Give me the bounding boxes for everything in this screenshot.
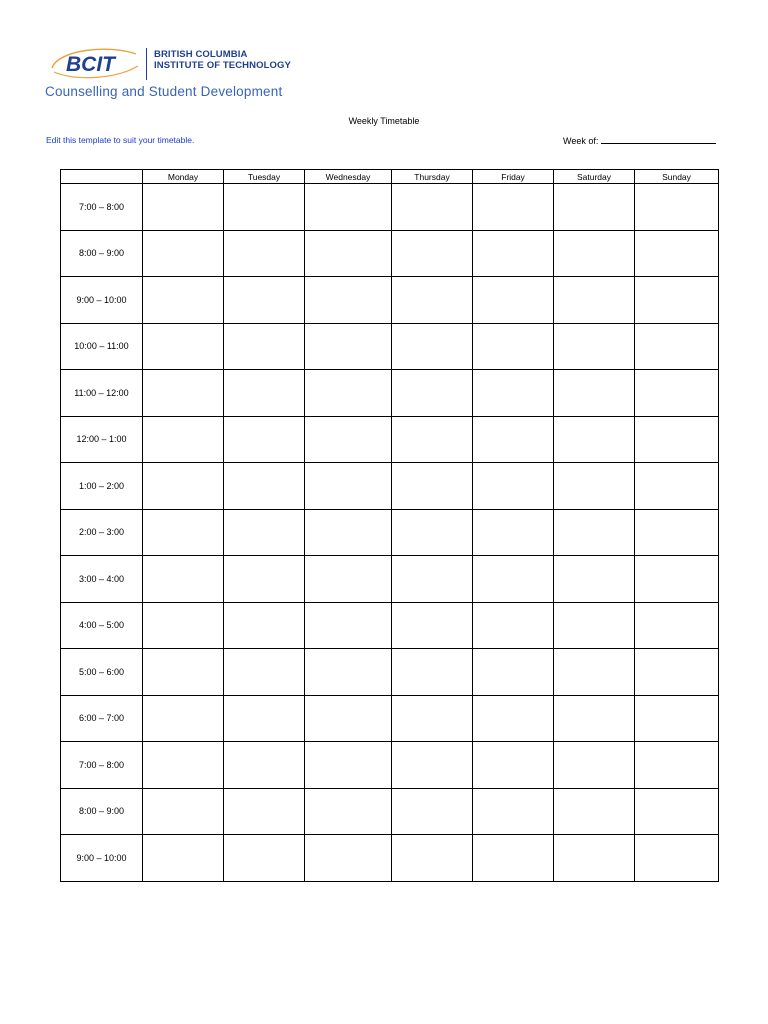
time-slot-label: 3:00 – 4:00: [61, 556, 143, 603]
schedule-cell-wednesday[interactable]: [305, 788, 392, 835]
week-of-blank-line[interactable]: [601, 134, 716, 144]
time-slot-label: 2:00 – 3:00: [61, 509, 143, 556]
table-row: [61, 556, 719, 603]
schedule-cell-monday[interactable]: [143, 370, 224, 417]
schedule-cell-thursday[interactable]: [392, 788, 473, 835]
schedule-cell-tuesday[interactable]: [224, 184, 305, 231]
schedule-cell-saturday[interactable]: [554, 416, 635, 463]
corner-cell: [61, 170, 143, 184]
time-slot-label: 10:00 – 11:00: [61, 323, 143, 370]
logo-divider: [146, 48, 147, 80]
schedule-cell-monday[interactable]: [143, 695, 224, 742]
schedule-cell-sunday[interactable]: [635, 556, 719, 603]
schedule-cell-monday[interactable]: [143, 416, 224, 463]
time-slot-label: 7:00 – 8:00: [61, 184, 143, 231]
schedule-cell-tuesday[interactable]: [224, 323, 305, 370]
schedule-cell-friday[interactable]: [473, 463, 554, 510]
schedule-cell-friday[interactable]: [473, 602, 554, 649]
schedule-cell-saturday[interactable]: [554, 835, 635, 882]
schedule-cell-thursday[interactable]: [392, 695, 473, 742]
schedule-cell-friday[interactable]: [473, 370, 554, 417]
table-row: [61, 695, 719, 742]
schedule-cell-friday[interactable]: [473, 835, 554, 882]
schedule-cell-thursday[interactable]: [392, 509, 473, 556]
schedule-cell-friday[interactable]: [473, 277, 554, 324]
day-header-sunday: Sunday: [635, 170, 719, 184]
schedule-cell-wednesday[interactable]: [305, 695, 392, 742]
schedule-cell-wednesday[interactable]: [305, 230, 392, 277]
schedule-cell-friday[interactable]: [473, 230, 554, 277]
day-header-wednesday: Wednesday: [305, 170, 392, 184]
schedule-cell-tuesday[interactable]: [224, 695, 305, 742]
schedule-cell-tuesday[interactable]: [224, 649, 305, 696]
schedule-cell-sunday[interactable]: [635, 602, 719, 649]
schedule-cell-monday[interactable]: [143, 323, 224, 370]
schedule-cell-tuesday[interactable]: [224, 788, 305, 835]
bcit-swoosh-icon: [48, 46, 144, 82]
schedule-cell-wednesday[interactable]: [305, 649, 392, 696]
time-slot-label: 1:00 – 2:00: [61, 463, 143, 510]
schedule-cell-friday[interactable]: [473, 184, 554, 231]
week-of-label: Week of:: [563, 136, 599, 146]
schedule-cell-friday[interactable]: [473, 416, 554, 463]
schedule-cell-thursday[interactable]: [392, 602, 473, 649]
schedule-cell-tuesday[interactable]: [224, 742, 305, 789]
schedule-cell-sunday[interactable]: [635, 463, 719, 510]
table-row: [61, 323, 719, 370]
schedule-cell-sunday[interactable]: [635, 649, 719, 696]
schedule-cell-wednesday[interactable]: [305, 463, 392, 510]
week-of-field[interactable]: [563, 134, 716, 146]
schedule-cell-saturday[interactable]: [554, 649, 635, 696]
schedule-cell-monday[interactable]: [143, 463, 224, 510]
schedule-cell-saturday[interactable]: [554, 602, 635, 649]
schedule-cell-monday[interactable]: [143, 509, 224, 556]
table-row: [61, 184, 719, 231]
schedule-cell-monday[interactable]: [143, 835, 224, 882]
schedule-cell-saturday[interactable]: [554, 463, 635, 510]
day-header-saturday: Saturday: [554, 170, 635, 184]
day-header-tuesday: Tuesday: [224, 170, 305, 184]
schedule-cell-tuesday[interactable]: [224, 277, 305, 324]
schedule-cell-saturday[interactable]: [554, 184, 635, 231]
schedule-cell-saturday[interactable]: [554, 230, 635, 277]
table-row: [61, 742, 719, 789]
day-header-monday: Monday: [143, 170, 224, 184]
schedule-cell-friday[interactable]: [473, 649, 554, 696]
schedule-cell-saturday[interactable]: [554, 370, 635, 417]
time-slot-label: 5:00 – 6:00: [61, 649, 143, 696]
schedule-cell-tuesday[interactable]: [224, 230, 305, 277]
schedule-cell-thursday[interactable]: [392, 416, 473, 463]
schedule-cell-wednesday[interactable]: [305, 509, 392, 556]
schedule-cell-friday[interactable]: [473, 323, 554, 370]
schedule-cell-wednesday[interactable]: [305, 602, 392, 649]
schedule-cell-tuesday[interactable]: [224, 509, 305, 556]
table-row: [61, 370, 719, 417]
schedule-cell-wednesday[interactable]: [305, 835, 392, 882]
schedule-cell-monday[interactable]: [143, 277, 224, 324]
schedule-cell-saturday[interactable]: [554, 788, 635, 835]
schedule-cell-saturday[interactable]: [554, 556, 635, 603]
schedule-cell-tuesday[interactable]: [224, 835, 305, 882]
schedule-cell-wednesday[interactable]: [305, 323, 392, 370]
schedule-cell-saturday[interactable]: [554, 695, 635, 742]
schedule-cell-monday[interactable]: [143, 556, 224, 603]
schedule-cell-sunday[interactable]: [635, 835, 719, 882]
schedule-cell-thursday[interactable]: [392, 277, 473, 324]
schedule-cell-sunday[interactable]: [635, 695, 719, 742]
schedule-cell-monday[interactable]: [143, 742, 224, 789]
table-row: [61, 788, 719, 835]
schedule-cell-monday[interactable]: [143, 649, 224, 696]
schedule-cell-wednesday[interactable]: [305, 742, 392, 789]
schedule-cell-monday[interactable]: [143, 230, 224, 277]
schedule-cell-tuesday[interactable]: [224, 370, 305, 417]
schedule-cell-saturday[interactable]: [554, 277, 635, 324]
schedule-cell-friday[interactable]: [473, 788, 554, 835]
schedule-cell-wednesday[interactable]: [305, 277, 392, 324]
time-slot-label: 12:00 – 1:00: [61, 416, 143, 463]
instruction-text: Edit this template to suit your timetable.: [46, 135, 195, 145]
bcit-logo-mark: BCIT: [66, 53, 115, 76]
table-row: [61, 649, 719, 696]
schedule-cell-monday[interactable]: [143, 602, 224, 649]
page-title: Weekly Timetable: [348, 116, 420, 126]
table-row: [61, 277, 719, 324]
schedule-cell-wednesday[interactable]: [305, 184, 392, 231]
schedule-cell-friday[interactable]: [473, 556, 554, 603]
schedule-cell-wednesday[interactable]: [305, 370, 392, 417]
schedule-cell-tuesday[interactable]: [224, 416, 305, 463]
schedule-cell-wednesday[interactable]: [305, 556, 392, 603]
table-row: [61, 230, 719, 277]
table-row: [61, 835, 719, 882]
time-slot-label: 9:00 – 10:00: [61, 835, 143, 882]
timetable-header-row: [61, 170, 719, 184]
schedule-cell-sunday[interactable]: [635, 742, 719, 789]
schedule-cell-tuesday[interactable]: [224, 463, 305, 510]
schedule-cell-wednesday[interactable]: [305, 416, 392, 463]
schedule-cell-saturday[interactable]: [554, 742, 635, 789]
schedule-cell-friday[interactable]: [473, 742, 554, 789]
timetable-body: [61, 184, 719, 882]
day-header-thursday: Thursday: [392, 170, 473, 184]
schedule-cell-sunday[interactable]: [635, 277, 719, 324]
logo-name-line2: INSTITUTE OF TECHNOLOGY: [154, 60, 291, 71]
schedule-cell-tuesday[interactable]: [224, 556, 305, 603]
schedule-cell-thursday[interactable]: [392, 230, 473, 277]
schedule-cell-friday[interactable]: [473, 695, 554, 742]
schedule-cell-sunday[interactable]: [635, 370, 719, 417]
bcit-logo: [48, 46, 291, 84]
schedule-cell-saturday[interactable]: [554, 323, 635, 370]
time-slot-label: 4:00 – 5:00: [61, 602, 143, 649]
schedule-cell-tuesday[interactable]: [224, 602, 305, 649]
schedule-cell-sunday[interactable]: [635, 184, 719, 231]
schedule-cell-saturday[interactable]: [554, 509, 635, 556]
time-slot-label: 11:00 – 12:00: [61, 370, 143, 417]
schedule-cell-sunday[interactable]: [635, 788, 719, 835]
logo-name-line1: BRITISH COLUMBIA: [154, 49, 248, 60]
schedule-cell-sunday[interactable]: [635, 509, 719, 556]
department-name: Counselling and Student Development: [45, 84, 283, 99]
schedule-cell-thursday[interactable]: [392, 370, 473, 417]
schedule-cell-thursday[interactable]: [392, 649, 473, 696]
time-slot-label: 7:00 – 8:00: [61, 742, 143, 789]
schedule-cell-thursday[interactable]: [392, 835, 473, 882]
schedule-cell-sunday[interactable]: [635, 230, 719, 277]
time-slot-label: 9:00 – 10:00: [61, 277, 143, 324]
schedule-cell-monday[interactable]: [143, 184, 224, 231]
table-row: [61, 602, 719, 649]
schedule-cell-friday[interactable]: [473, 509, 554, 556]
table-row: [61, 509, 719, 556]
schedule-cell-thursday[interactable]: [392, 556, 473, 603]
schedule-cell-thursday[interactable]: [392, 323, 473, 370]
schedule-cell-thursday[interactable]: [392, 184, 473, 231]
schedule-cell-thursday[interactable]: [392, 463, 473, 510]
table-row: [61, 463, 719, 510]
table-row: [61, 416, 719, 463]
schedule-cell-monday[interactable]: [143, 788, 224, 835]
schedule-cell-thursday[interactable]: [392, 742, 473, 789]
day-header-friday: Friday: [473, 170, 554, 184]
time-slot-label: 8:00 – 9:00: [61, 230, 143, 277]
schedule-cell-sunday[interactable]: [635, 416, 719, 463]
timetable-grid: [60, 169, 719, 882]
time-slot-label: 6:00 – 7:00: [61, 695, 143, 742]
time-slot-label: 8:00 – 9:00: [61, 788, 143, 835]
schedule-cell-sunday[interactable]: [635, 323, 719, 370]
